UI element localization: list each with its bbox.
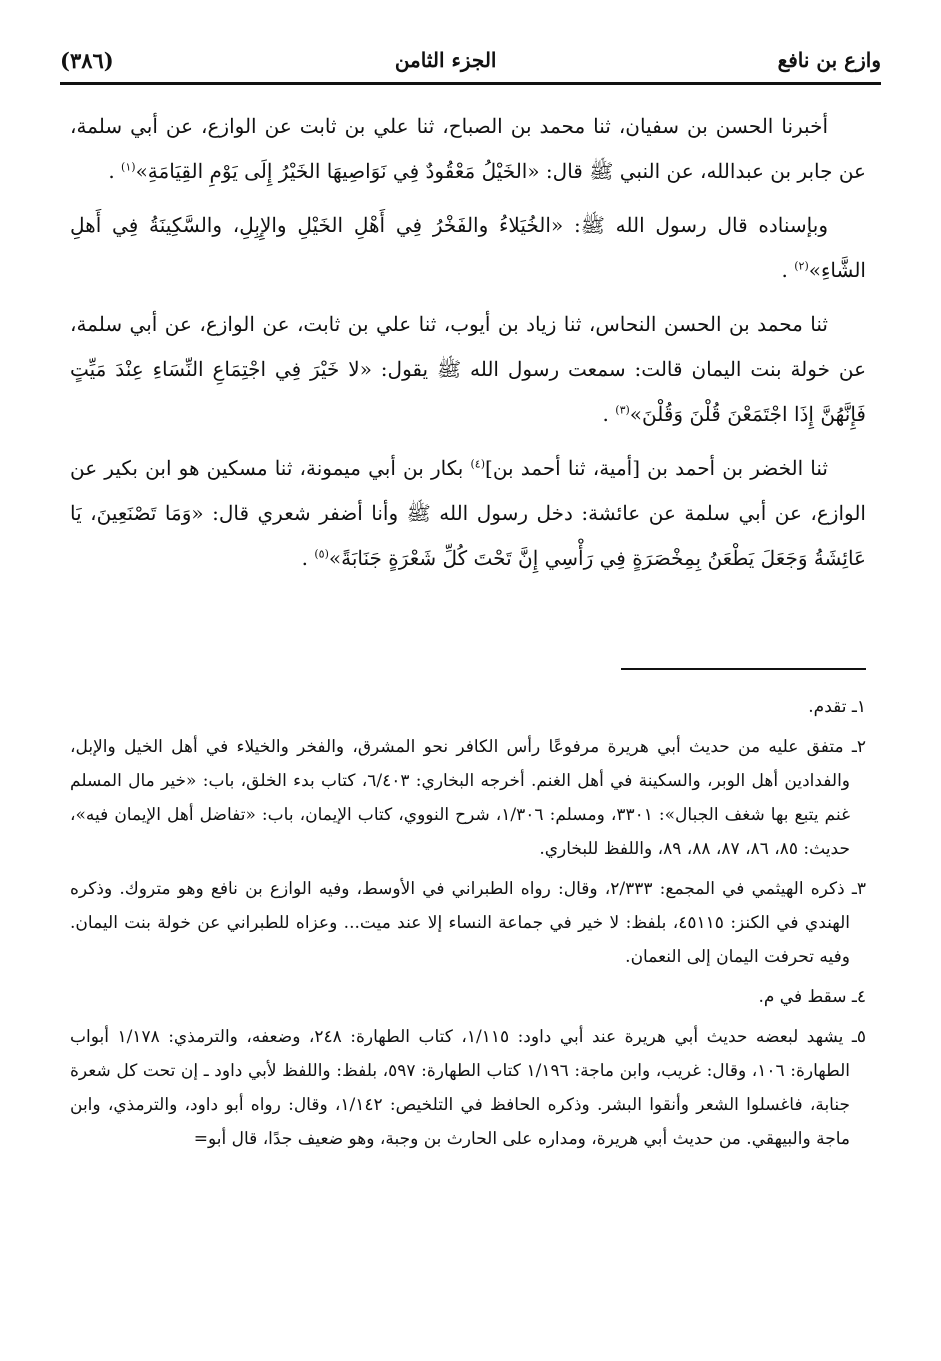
footnote-ref: (١) xyxy=(121,160,136,174)
footnote-separator xyxy=(621,668,866,670)
section-title: وازع بن نافع xyxy=(777,48,881,72)
hadith-paragraph: ثنا الخضر بن أحمد بن [أمية، ثنا أحمد بن]$^{(٤)}$ بكار بن أبي ميمونة، ثنا مسكين هو ابن بكير عن الوازع، عن أبي سلمة عن عائشة: دخل رسول الله ﷺ وأنا أضفر شعري قال: «وَمَا تَصْنَعِينَ، يَا عَائِشَةُ وَجَعَلَ يَطْعَنُ بِمِخْصَرَةٍ فِي رَأْسِي إِنَّ تَحْتَ كُلِّ شَعْرَةٍ جَنَابَةً»$^{(٥)}$ . xyxy=(70,456,866,570)
footnote: ١ـ تقدم. xyxy=(808,697,866,717)
footnote-ref: (٢) xyxy=(794,259,809,273)
footnote: ٣ـ ذكره الهيثمي في المجمع: ٢/٣٣٣، وقال: رواه الطبراني في الأوسط، وفيه الوازع بن نافع وهو متروك. وذكره الهندي في الكنز: ٤٥١١٥، بلفظ: لا خير في جماعة النساء إلا عند ميت... وعزاه للطبراني عن خولة بنت اليمان. وفيه تحرفت اليمان إلى النعمان. xyxy=(70,879,866,967)
footnote: ٤ـ سقط في م. xyxy=(758,987,866,1007)
footnote-ref: (٣) xyxy=(615,403,630,417)
footnote: ٢ـ متفق عليه من حديث أبي هريرة مرفوعًا رأس الكافر نحو المشرق، والفخر والخيلاء في أهل الخيل والإبل، والفدادين أهل الوبر، والسكينة في أهل الغنم. أخرجه البخاري: ٦/٤٠٣، كتاب بدء الخلق، باب: «خير مال المسلم غنم يتبع بها شغف الجبال»: ٣٣٠١، ومسلم: ١/٣٠٦، شرح النووي، كتاب الإيمان، باب: «تفاضل أهل الإيمان فيه»، حديث: ٨٥، ٨٦، ٨٧، ٨٨، ٨٩، واللفظ للبخاري. xyxy=(70,737,866,859)
footnote-ref: (٥) xyxy=(314,547,329,561)
hadith-paragraph: وبإسناده قال رسول الله ﷺ: «الخُيَلاءُ والفَخْرُ فِي أَهْلِ الخَيْلِ والإِبِلِ، والسَّكِينَةُ فِي أَهلِ الشَّاءِ»$^{(٢)}$ . xyxy=(70,213,866,282)
hadith-paragraph: ثنا محمد بن الحسن النحاس، ثنا زياد بن أيوب، ثنا علي بن ثابت، عن الوازع، عن أبي سلمة، عن خولة بنت اليمان قالت: سمعت رسول الله ﷺ يقول: «لا خَيْرَ فِي اجْتِمَاعِ النِّسَاءِ عِنْدَ مَيِّتٍ فَإِنَّهُنَّ إِذَا اجْتَمَعْنَ قُلْنَ وَقُلْنَ»$^{(٣)}$ . xyxy=(70,312,866,426)
hadith-paragraph: أخبرنا الحسن بن سفيان، ثنا محمد بن الصباح، ثنا علي بن ثابت عن الوازع، عن أبي سلمة، عن جابر بن عبدالله، عن النبي ﷺ قال: «الخَيْلُ مَعْقُودٌ فِي نَوَاصِيهَا الخَيْرُ إِلَى يَوْمِ القِيَامَةِ»$^{(١)}$ . xyxy=(70,114,866,183)
page-number: (٣٨٦) xyxy=(60,47,114,73)
footnote-ref: (٤) xyxy=(470,457,486,471)
footnote: ٥ـ يشهد لبعضه حديث أبي هريرة عند أبي داود: ١/١١٥، كتاب الطهارة: ٢٤٨، وضعفه، والترمذي: ١/١٧٨ أبواب الطهارة: ١٠٦، وقال: غريب، وابن ماجة: ١/١٩٦ كتاب الطهارة: ٥٩٧، بلفظ: واللفظ لأبي داود ـ إن تحت كل شعرة جنابة، فاغسلوا الشعر وأنقوا البشر. وذكره الحافظ في التلخيص: ١/١٤٢، وقال: رواه أبو داود، والترمذي، وابن ماجة والبيهقي. من حديث أبي هريرة، ومداره على الحارث بن وجبة، وهو ضعيف جدًا، قال أبو= xyxy=(70,1027,867,1149)
footnotes xyxy=(70,690,866,1162)
header-rule xyxy=(60,82,881,85)
page-header xyxy=(60,42,881,78)
volume-title: الجزء الثامن xyxy=(394,48,497,72)
main-text xyxy=(70,104,866,590)
